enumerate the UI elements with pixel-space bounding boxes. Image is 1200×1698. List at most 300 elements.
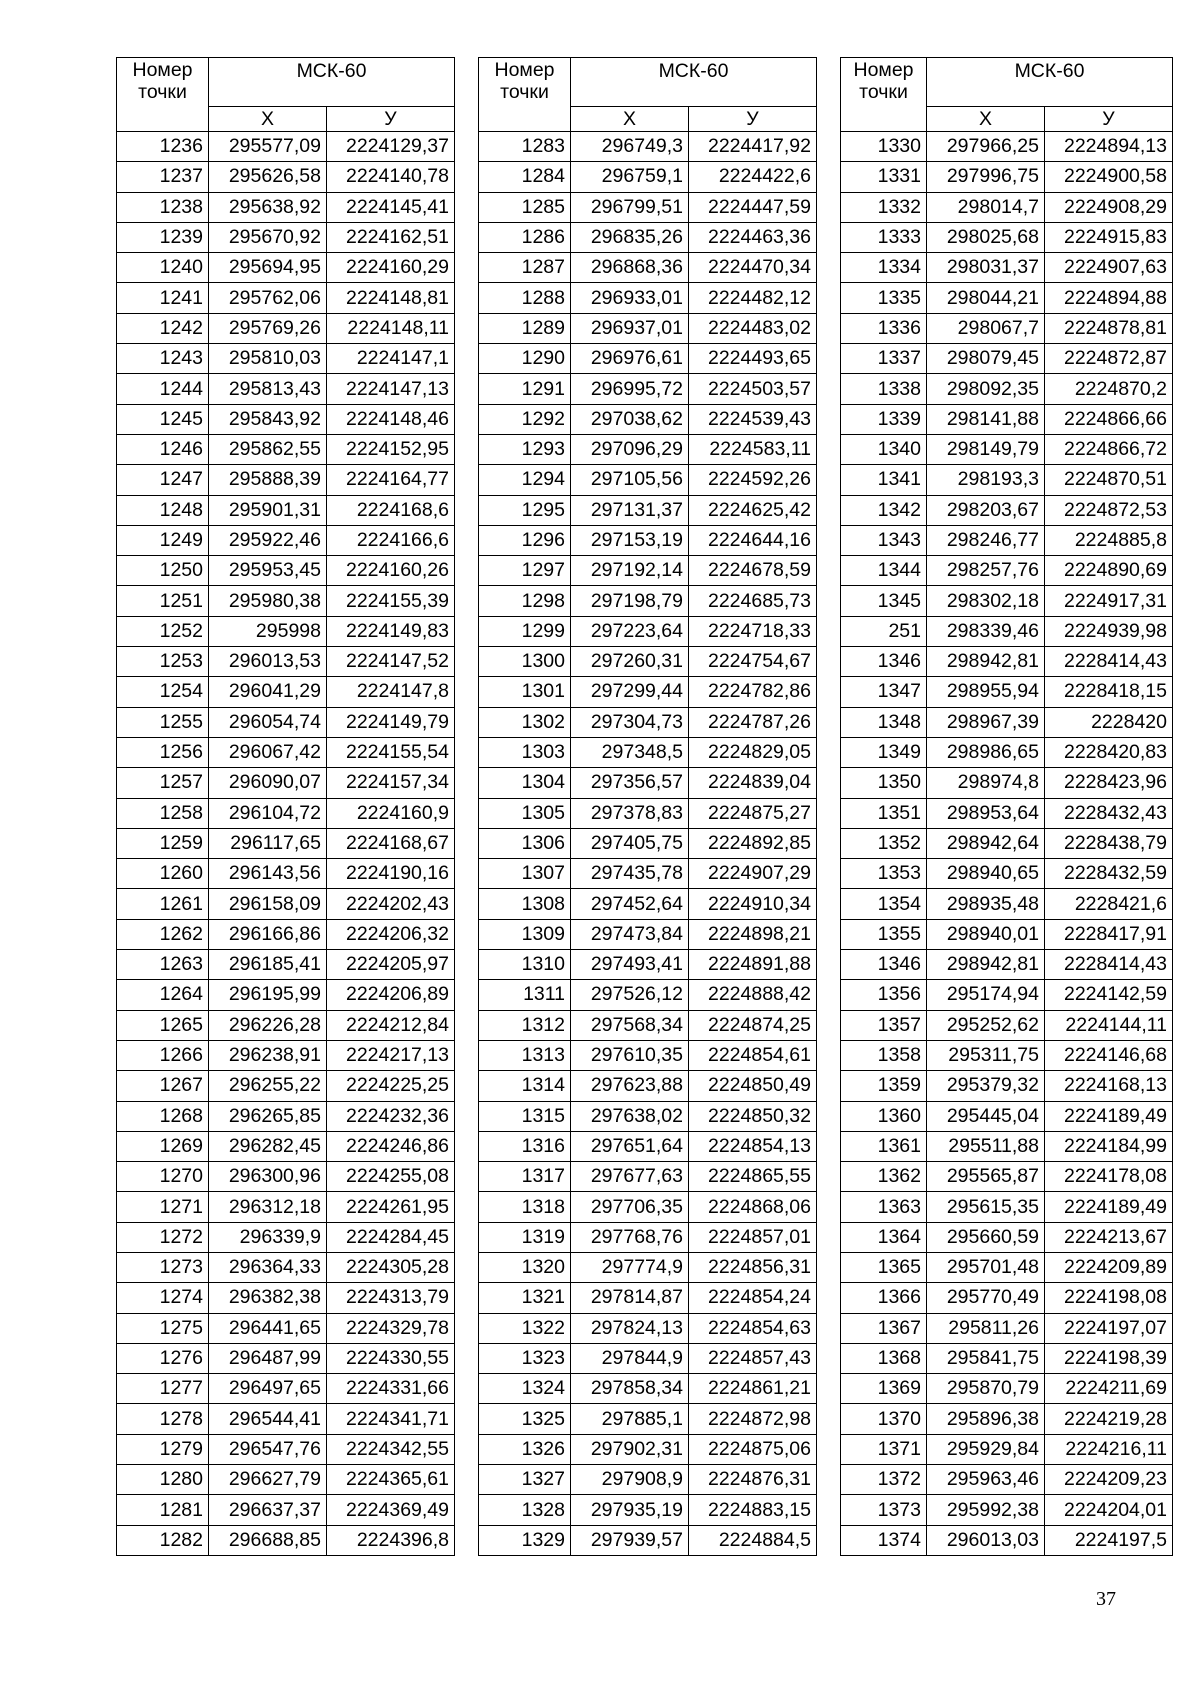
x-coordinate-cell: 296013,53 xyxy=(209,647,327,677)
x-coordinate-cell: 296312,18 xyxy=(209,1192,327,1222)
x-coordinate-cell: 295626,58 xyxy=(209,162,327,192)
point-number-cell: 1290 xyxy=(479,344,571,374)
x-coordinate-cell: 297192,14 xyxy=(571,556,689,586)
y-coordinate-cell: 2224369,49 xyxy=(327,1495,455,1525)
table-row xyxy=(479,1313,817,1343)
point-number-cell: 1350 xyxy=(841,768,927,798)
x-coordinate-cell: 298302,18 xyxy=(927,586,1045,616)
y-coordinate-cell: 2224197,07 xyxy=(1045,1313,1173,1343)
y-coordinate-cell: 2224874,25 xyxy=(689,1010,817,1040)
y-coordinate-cell: 2224198,08 xyxy=(1045,1283,1173,1313)
y-coordinate-cell: 2224216,11 xyxy=(1045,1434,1173,1464)
x-coordinate-cell: 297356,57 xyxy=(571,768,689,798)
y-coordinate-cell: 2224232,36 xyxy=(327,1101,455,1131)
x-coordinate-cell: 297198,79 xyxy=(571,586,689,616)
y-coordinate-cell: 2224189,49 xyxy=(1045,1192,1173,1222)
point-number-cell: 1245 xyxy=(117,404,209,434)
point-number-header xyxy=(117,58,209,132)
table-row xyxy=(841,313,1173,343)
x-coordinate-cell: 296013,03 xyxy=(927,1525,1045,1555)
y-coordinate-cell: 2224878,81 xyxy=(1045,313,1173,343)
point-number-cell: 1246 xyxy=(117,434,209,464)
table-row xyxy=(841,1404,1173,1434)
point-number-cell: 1253 xyxy=(117,647,209,677)
y-coordinate-cell: 2224145,41 xyxy=(327,192,455,222)
y-coordinate-cell: 2224493,65 xyxy=(689,344,817,374)
y-coordinate-cell: 2224342,55 xyxy=(327,1434,455,1464)
table-row xyxy=(841,1040,1173,1070)
y-coordinate-cell: 2224204,01 xyxy=(1045,1495,1173,1525)
x-coordinate-cell: 297858,34 xyxy=(571,1374,689,1404)
table-row xyxy=(841,253,1173,283)
y-coordinate-cell: 2228432,43 xyxy=(1045,798,1173,828)
x-coordinate-cell: 297223,64 xyxy=(571,616,689,646)
y-coordinate-cell: 2224147,13 xyxy=(327,374,455,404)
x-coordinate-cell: 297814,87 xyxy=(571,1283,689,1313)
y-coordinate-cell: 2224168,67 xyxy=(327,828,455,858)
table-row xyxy=(841,768,1173,798)
x-coordinate-cell: 296117,65 xyxy=(209,828,327,858)
x-coordinate-cell: 297638,02 xyxy=(571,1101,689,1131)
table-row xyxy=(841,980,1173,1010)
table-row xyxy=(479,192,817,222)
y-coordinate-cell: 2224162,51 xyxy=(327,222,455,252)
x-coordinate-cell: 297568,34 xyxy=(571,1010,689,1040)
x-coordinate-cell: 298149,79 xyxy=(927,434,1045,464)
table-row xyxy=(117,192,455,222)
table-row xyxy=(479,1192,817,1222)
point-number-cell: 1242 xyxy=(117,313,209,343)
point-number-cell: 1293 xyxy=(479,434,571,464)
x-coordinate-cell: 298942,64 xyxy=(927,828,1045,858)
x-coordinate-cell: 297706,35 xyxy=(571,1192,689,1222)
y-coordinate-cell: 2224625,42 xyxy=(689,495,817,525)
x-coordinate-cell: 295810,03 xyxy=(209,344,327,374)
x-coordinate-cell: 296441,65 xyxy=(209,1313,327,1343)
y-coordinate-cell: 2224854,24 xyxy=(689,1283,817,1313)
table-row xyxy=(117,828,455,858)
point-number-cell: 1271 xyxy=(117,1192,209,1222)
y-coordinate-cell: 2228432,59 xyxy=(1045,859,1173,889)
y-coordinate-cell: 2224149,83 xyxy=(327,616,455,646)
table-row xyxy=(479,647,817,677)
point-number-cell: 1263 xyxy=(117,950,209,980)
point-number-cell: 1336 xyxy=(841,313,927,343)
point-number-cell: 1330 xyxy=(841,132,927,162)
y-coordinate-cell: 2224782,86 xyxy=(689,677,817,707)
point-number-cell: 1257 xyxy=(117,768,209,798)
point-number-header-line2: точки xyxy=(500,81,549,103)
x-coordinate-cell: 295963,46 xyxy=(927,1465,1045,1495)
x-coordinate-cell: 298953,64 xyxy=(927,798,1045,828)
y-coordinate-cell: 2224164,77 xyxy=(327,465,455,495)
y-coordinate-cell: 2224754,67 xyxy=(689,647,817,677)
point-number-cell: 1282 xyxy=(117,1525,209,1555)
table-row xyxy=(841,1131,1173,1161)
point-number-cell: 1299 xyxy=(479,616,571,646)
table-row xyxy=(479,1071,817,1101)
x-coordinate-cell: 295565,87 xyxy=(927,1162,1045,1192)
point-number-cell: 1341 xyxy=(841,465,927,495)
x-coordinate-cell: 296364,33 xyxy=(209,1252,327,1282)
y-coordinate-cell: 2224875,27 xyxy=(689,798,817,828)
point-number-cell: 1367 xyxy=(841,1313,927,1343)
table-row xyxy=(841,737,1173,767)
table-row xyxy=(479,889,817,919)
table-row xyxy=(841,132,1173,162)
point-number-header-line1: Номер xyxy=(853,59,914,81)
table-row xyxy=(841,1162,1173,1192)
x-coordinate-cell: 297966,25 xyxy=(927,132,1045,162)
y-coordinate-cell: 2224211,69 xyxy=(1045,1374,1173,1404)
x-coordinate-cell: 296637,37 xyxy=(209,1495,327,1525)
y-coordinate-cell: 2224865,55 xyxy=(689,1162,817,1192)
point-number-cell: 1284 xyxy=(479,162,571,192)
x-coordinate-cell: 298942,81 xyxy=(927,950,1045,980)
point-number-cell: 1333 xyxy=(841,222,927,252)
point-number-cell: 1260 xyxy=(117,859,209,889)
y-coordinate-cell: 2224872,53 xyxy=(1045,495,1173,525)
x-coordinate-cell: 295888,39 xyxy=(209,465,327,495)
y-coordinate-cell: 2224482,12 xyxy=(689,283,817,313)
table-row xyxy=(841,404,1173,434)
x-coordinate-cell: 296759,1 xyxy=(571,162,689,192)
point-number-cell: 1356 xyxy=(841,980,927,1010)
table-row xyxy=(841,1101,1173,1131)
point-number-cell: 1261 xyxy=(117,889,209,919)
table-row xyxy=(479,1404,817,1434)
point-number-cell: 1368 xyxy=(841,1343,927,1373)
table-row xyxy=(117,798,455,828)
y-coordinate-cell: 2224129,37 xyxy=(327,132,455,162)
table-row xyxy=(479,465,817,495)
point-number-cell: 1366 xyxy=(841,1283,927,1313)
point-number-cell: 1338 xyxy=(841,374,927,404)
point-number-cell: 1297 xyxy=(479,556,571,586)
table-row xyxy=(479,980,817,1010)
y-coordinate-cell: 2224892,85 xyxy=(689,828,817,858)
point-number-header xyxy=(479,58,571,132)
y-coordinate-cell: 2224854,61 xyxy=(689,1040,817,1070)
table-row xyxy=(479,556,817,586)
y-coordinate-cell: 2224678,59 xyxy=(689,556,817,586)
y-coordinate-cell: 2224144,11 xyxy=(1045,1010,1173,1040)
x-coordinate-cell: 296265,85 xyxy=(209,1101,327,1131)
point-number-cell: 1355 xyxy=(841,919,927,949)
y-coordinate-cell: 2224856,31 xyxy=(689,1252,817,1282)
x-coordinate-cell: 298031,37 xyxy=(927,253,1045,283)
point-number-cell: 1278 xyxy=(117,1404,209,1434)
x-coordinate-cell: 297623,88 xyxy=(571,1071,689,1101)
x-coordinate-cell: 298339,46 xyxy=(927,616,1045,646)
x-coordinate-cell: 298986,65 xyxy=(927,737,1045,767)
point-number-cell: 1317 xyxy=(479,1162,571,1192)
y-coordinate-cell: 2224255,08 xyxy=(327,1162,455,1192)
y-coordinate-cell: 2224206,32 xyxy=(327,919,455,949)
y-coordinate-cell: 2228414,43 xyxy=(1045,950,1173,980)
table-row xyxy=(841,1313,1173,1343)
table-body xyxy=(117,132,455,1556)
table-row xyxy=(479,828,817,858)
table-row xyxy=(117,1404,455,1434)
x-coordinate-cell: 297038,62 xyxy=(571,404,689,434)
x-coordinate-cell: 295862,55 xyxy=(209,434,327,464)
table-row xyxy=(117,1343,455,1373)
table-row xyxy=(479,374,817,404)
x-coordinate-cell: 296868,36 xyxy=(571,253,689,283)
point-number-cell: 1266 xyxy=(117,1040,209,1070)
table-row xyxy=(841,647,1173,677)
point-number-cell: 1281 xyxy=(117,1495,209,1525)
x-coordinate-cell: 295174,94 xyxy=(927,980,1045,1010)
x-coordinate-cell: 296497,65 xyxy=(209,1374,327,1404)
y-coordinate-cell: 2228417,91 xyxy=(1045,919,1173,949)
point-number-cell: 1365 xyxy=(841,1252,927,1282)
y-coordinate-cell: 2224644,16 xyxy=(689,525,817,555)
table-row xyxy=(117,283,455,313)
x-coordinate-cell: 295929,84 xyxy=(927,1434,1045,1464)
x-coordinate-cell: 296627,79 xyxy=(209,1465,327,1495)
y-coordinate-cell: 2224894,13 xyxy=(1045,132,1173,162)
x-coordinate-cell: 295638,92 xyxy=(209,192,327,222)
y-coordinate-cell: 2224147,1 xyxy=(327,344,455,374)
y-coordinate-cell: 2224850,49 xyxy=(689,1071,817,1101)
x-coordinate-cell: 298935,48 xyxy=(927,889,1045,919)
x-coordinate-cell: 298025,68 xyxy=(927,222,1045,252)
y-coordinate-cell: 2224284,45 xyxy=(327,1222,455,1252)
y-coordinate-cell: 2224178,08 xyxy=(1045,1162,1173,1192)
x-coordinate-cell: 297131,37 xyxy=(571,495,689,525)
y-coordinate-cell: 2224225,25 xyxy=(327,1071,455,1101)
table-row xyxy=(479,919,817,949)
point-number-cell: 1359 xyxy=(841,1071,927,1101)
point-number-cell: 1259 xyxy=(117,828,209,858)
x-coordinate-cell: 297677,63 xyxy=(571,1162,689,1192)
x-coordinate-cell: 296544,41 xyxy=(209,1404,327,1434)
point-number-cell: 1243 xyxy=(117,344,209,374)
y-coordinate-cell: 2224212,84 xyxy=(327,1010,455,1040)
y-coordinate-cell: 2224875,06 xyxy=(689,1434,817,1464)
x-coordinate-cell: 297610,35 xyxy=(571,1040,689,1070)
point-number-cell: 1361 xyxy=(841,1131,927,1161)
y-coordinate-cell: 2224160,29 xyxy=(327,253,455,283)
point-number-cell: 1345 xyxy=(841,586,927,616)
point-number-cell: 1296 xyxy=(479,525,571,555)
table-row xyxy=(117,1434,455,1464)
x-coordinate-cell: 296547,76 xyxy=(209,1434,327,1464)
table-row xyxy=(841,1010,1173,1040)
point-number-cell: 1335 xyxy=(841,283,927,313)
y-coordinate-cell: 2224396,8 xyxy=(327,1525,455,1555)
y-coordinate-cell: 2224898,21 xyxy=(689,919,817,949)
x-coordinate-cell: 297452,64 xyxy=(571,889,689,919)
table-row xyxy=(479,859,817,889)
y-coordinate-cell: 2224891,88 xyxy=(689,950,817,980)
point-number-cell: 1307 xyxy=(479,859,571,889)
point-number-cell: 1238 xyxy=(117,192,209,222)
table-row xyxy=(479,253,817,283)
point-number-cell: 1310 xyxy=(479,950,571,980)
x-coordinate-cell: 297493,41 xyxy=(571,950,689,980)
x-coordinate-cell: 296143,56 xyxy=(209,859,327,889)
x-coordinate-cell: 295615,35 xyxy=(927,1192,1045,1222)
point-number-cell: 1362 xyxy=(841,1162,927,1192)
table-row xyxy=(117,1222,455,1252)
y-coordinate-cell: 2224685,73 xyxy=(689,586,817,616)
y-coordinate-cell: 2224868,06 xyxy=(689,1192,817,1222)
point-number-cell: 1269 xyxy=(117,1131,209,1161)
point-number-cell: 1331 xyxy=(841,162,927,192)
point-number-cell: 1268 xyxy=(117,1101,209,1131)
x-coordinate-cell: 298067,7 xyxy=(927,313,1045,343)
y-coordinate-cell: 2224313,79 xyxy=(327,1283,455,1313)
y-coordinate-cell: 2224829,05 xyxy=(689,737,817,767)
y-coordinate-cell: 2224168,13 xyxy=(1045,1071,1173,1101)
table-row xyxy=(479,1040,817,1070)
point-number-cell: 1340 xyxy=(841,434,927,464)
y-coordinate-cell: 2224885,8 xyxy=(1045,525,1173,555)
y-coordinate-cell: 2224861,21 xyxy=(689,1374,817,1404)
table-row xyxy=(841,556,1173,586)
point-number-cell: 1267 xyxy=(117,1071,209,1101)
point-number-cell: 1339 xyxy=(841,404,927,434)
point-number-cell: 1274 xyxy=(117,1283,209,1313)
point-number-cell: 1285 xyxy=(479,192,571,222)
x-coordinate-cell: 295841,75 xyxy=(927,1343,1045,1373)
table-row xyxy=(117,737,455,767)
point-number-cell: 1369 xyxy=(841,1374,927,1404)
x-coordinate-cell: 298955,94 xyxy=(927,677,1045,707)
point-number-cell: 1279 xyxy=(117,1434,209,1464)
point-number-cell: 1240 xyxy=(117,253,209,283)
y-coordinate-cell: 2224857,43 xyxy=(689,1343,817,1373)
y-coordinate-cell: 2224157,34 xyxy=(327,768,455,798)
y-coordinate-cell: 2224261,95 xyxy=(327,1192,455,1222)
table-row xyxy=(479,283,817,313)
y-coordinate-cell: 2224155,54 xyxy=(327,737,455,767)
x-coordinate-cell: 295992,38 xyxy=(927,1495,1045,1525)
x-coordinate-cell: 295762,06 xyxy=(209,283,327,313)
table-row xyxy=(841,283,1173,313)
x-coordinate-cell: 298203,67 xyxy=(927,495,1045,525)
y-coordinate-cell: 2228420,83 xyxy=(1045,737,1173,767)
y-coordinate-cell: 2224915,83 xyxy=(1045,222,1173,252)
point-number-cell: 1314 xyxy=(479,1071,571,1101)
point-number-cell: 1294 xyxy=(479,465,571,495)
x-coordinate-cell: 296195,99 xyxy=(209,980,327,1010)
y-coordinate-cell: 2224219,28 xyxy=(1045,1404,1173,1434)
x-coordinate-cell: 297526,12 xyxy=(571,980,689,1010)
y-coordinate-cell: 2224854,13 xyxy=(689,1131,817,1161)
table-row xyxy=(841,525,1173,555)
table-row xyxy=(117,162,455,192)
point-number-cell: 1292 xyxy=(479,404,571,434)
x-coordinate-cell: 296185,41 xyxy=(209,950,327,980)
table-row xyxy=(117,374,455,404)
table-row xyxy=(117,344,455,374)
table-row xyxy=(117,707,455,737)
point-number-cell: 1313 xyxy=(479,1040,571,1070)
table-row xyxy=(117,1071,455,1101)
table-body xyxy=(479,132,817,1556)
x-coordinate-cell: 295701,48 xyxy=(927,1252,1045,1282)
coordinate-system-header: МСК-60 xyxy=(571,58,817,107)
x-coordinate-cell: 296688,85 xyxy=(209,1525,327,1555)
table-row xyxy=(117,434,455,464)
table-row xyxy=(841,162,1173,192)
point-number-header xyxy=(841,58,927,132)
table-row xyxy=(479,1283,817,1313)
x-coordinate-cell: 295870,79 xyxy=(927,1374,1045,1404)
table-row xyxy=(841,1343,1173,1373)
x-coordinate-cell: 296382,38 xyxy=(209,1283,327,1313)
y-coordinate-cell: 2224142,59 xyxy=(1045,980,1173,1010)
point-number-cell: 1264 xyxy=(117,980,209,1010)
y-coordinate-cell: 2224198,39 xyxy=(1045,1343,1173,1373)
y-coordinate-cell: 2224155,39 xyxy=(327,586,455,616)
coordinate-system-header: МСК-60 xyxy=(927,58,1173,107)
point-number-cell: 1309 xyxy=(479,919,571,949)
y-coordinate-cell: 2224839,04 xyxy=(689,768,817,798)
point-number-cell: 1244 xyxy=(117,374,209,404)
point-number-cell: 1344 xyxy=(841,556,927,586)
table-row xyxy=(117,1374,455,1404)
point-number-cell: 1348 xyxy=(841,707,927,737)
point-number-cell: 1363 xyxy=(841,1192,927,1222)
point-number-cell: 1370 xyxy=(841,1404,927,1434)
point-number-cell: 1357 xyxy=(841,1010,927,1040)
table-row xyxy=(841,374,1173,404)
table-row xyxy=(841,950,1173,980)
coordinate-table-1 xyxy=(116,57,455,1556)
table-row xyxy=(479,222,817,252)
x-column-header: Х xyxy=(927,107,1045,132)
point-number-cell: 1288 xyxy=(479,283,571,313)
y-coordinate-cell: 2224939,98 xyxy=(1045,616,1173,646)
table-row xyxy=(841,344,1173,374)
table-row xyxy=(841,1434,1173,1464)
table-row xyxy=(117,525,455,555)
table-row xyxy=(479,404,817,434)
coordinate-tables xyxy=(116,57,1173,1556)
table-row xyxy=(841,586,1173,616)
x-coordinate-cell: 296282,45 xyxy=(209,1131,327,1161)
x-coordinate-cell: 295311,75 xyxy=(927,1040,1045,1070)
y-column-header: У xyxy=(1045,107,1173,132)
point-number-cell: 1277 xyxy=(117,1374,209,1404)
x-coordinate-cell: 298193,3 xyxy=(927,465,1045,495)
x-coordinate-cell: 295694,95 xyxy=(209,253,327,283)
point-number-cell: 1352 xyxy=(841,828,927,858)
point-number-cell: 1254 xyxy=(117,677,209,707)
table-row xyxy=(117,495,455,525)
x-coordinate-cell: 295980,38 xyxy=(209,586,327,616)
x-coordinate-cell: 297405,75 xyxy=(571,828,689,858)
table-row xyxy=(117,1465,455,1495)
table-row xyxy=(117,465,455,495)
y-coordinate-cell: 2224447,59 xyxy=(689,192,817,222)
y-coordinate-cell: 2224197,5 xyxy=(1045,1525,1173,1555)
x-coordinate-cell: 296976,61 xyxy=(571,344,689,374)
point-number-cell: 1316 xyxy=(479,1131,571,1161)
x-coordinate-cell: 297935,19 xyxy=(571,1495,689,1525)
x-coordinate-cell: 297153,19 xyxy=(571,525,689,555)
x-coordinate-cell: 296226,28 xyxy=(209,1010,327,1040)
table-row xyxy=(117,950,455,980)
y-column-header: У xyxy=(689,107,817,132)
x-coordinate-cell: 296933,01 xyxy=(571,283,689,313)
x-coordinate-cell: 298257,76 xyxy=(927,556,1045,586)
